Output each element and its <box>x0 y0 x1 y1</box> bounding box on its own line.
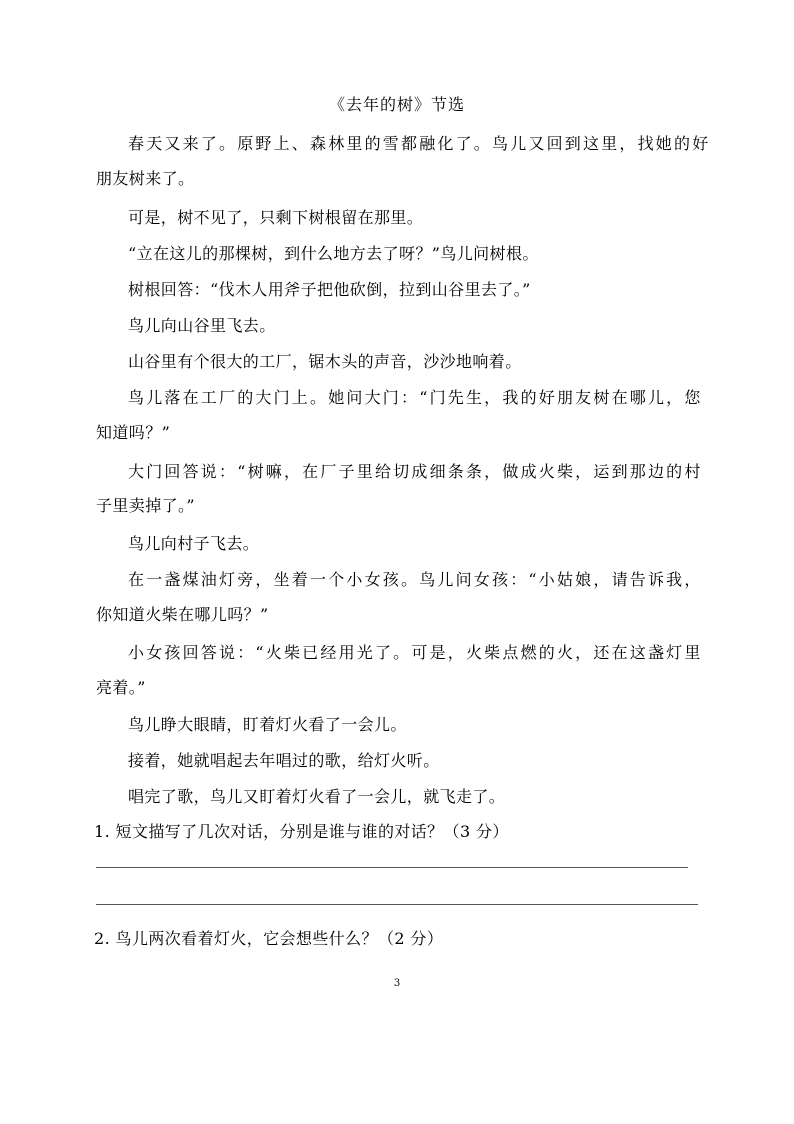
paragraph-line: 在一盏煤油灯旁，坐着一个小女孩。鸟儿问女孩：“小姑娘，请告诉我， <box>128 570 703 589</box>
paragraph-line: 大门回答说：“树嘛，在厂子里给切成细条条，做成火柴，运到那边的村 <box>128 462 703 481</box>
paragraph-line: 鸟儿睁大眼睛，盯着灯火看了一会儿。 <box>128 715 407 734</box>
passage-title: 《去年的树》节选 <box>328 95 465 114</box>
paragraph-line: 子里卖掉了。” <box>96 496 195 515</box>
paragraph-line: 朋友树来了。 <box>96 169 195 188</box>
paragraph-line: 亮着。” <box>96 678 146 697</box>
question-1: 1. 短文描写了几次对话，分别是谁与谁的对话？（3 分） <box>94 822 509 841</box>
paragraph-line: 鸟儿落在工厂的大门上。她问大门：“门先生，我的好朋友树在哪儿，您 <box>128 388 703 407</box>
paragraph-line: 春天又来了。原野上、森林里的雪都融化了。鸟儿又回到这里，找她的好 <box>128 134 711 153</box>
paragraph-line: 可是，树不见了，只剩下树根留在那里。 <box>128 208 424 227</box>
question-2: 2. 鸟儿两次看着灯火，它会想些什么？（2 分） <box>94 929 444 948</box>
paragraph-line: 知道吗？” <box>96 423 171 442</box>
paragraph-line: 树根回答：“伐木人用斧子把他砍倒，拉到山谷里去了。” <box>128 280 531 299</box>
paragraph-line: “立在这儿的那棵树，到什么地方去了呀？”鸟儿问树根。 <box>128 244 539 263</box>
page-number: 3 <box>393 978 401 989</box>
paragraph-line: 小女孩回答说：“火柴已经用光了。可是，火柴点燃的火，还在这盏灯里 <box>128 643 703 662</box>
paragraph-line: 接着，她就唱起去年唱过的歌，给灯火听。 <box>128 751 440 770</box>
paragraph-line: 鸟儿向山谷里飞去。 <box>128 316 276 335</box>
paragraph-line: 山谷里有个很大的工厂，锯木头的声音，沙沙地响着。 <box>128 352 522 371</box>
paragraph-line: 唱完了歌，鸟儿又盯着灯火看了一会儿，就飞走了。 <box>128 787 506 806</box>
answer-line[interactable] <box>96 904 698 905</box>
answer-line[interactable] <box>96 867 688 868</box>
paragraph-line: 你知道火柴在哪儿吗？” <box>96 605 269 624</box>
paragraph-line: 鸟儿向村子飞去。 <box>128 534 260 553</box>
